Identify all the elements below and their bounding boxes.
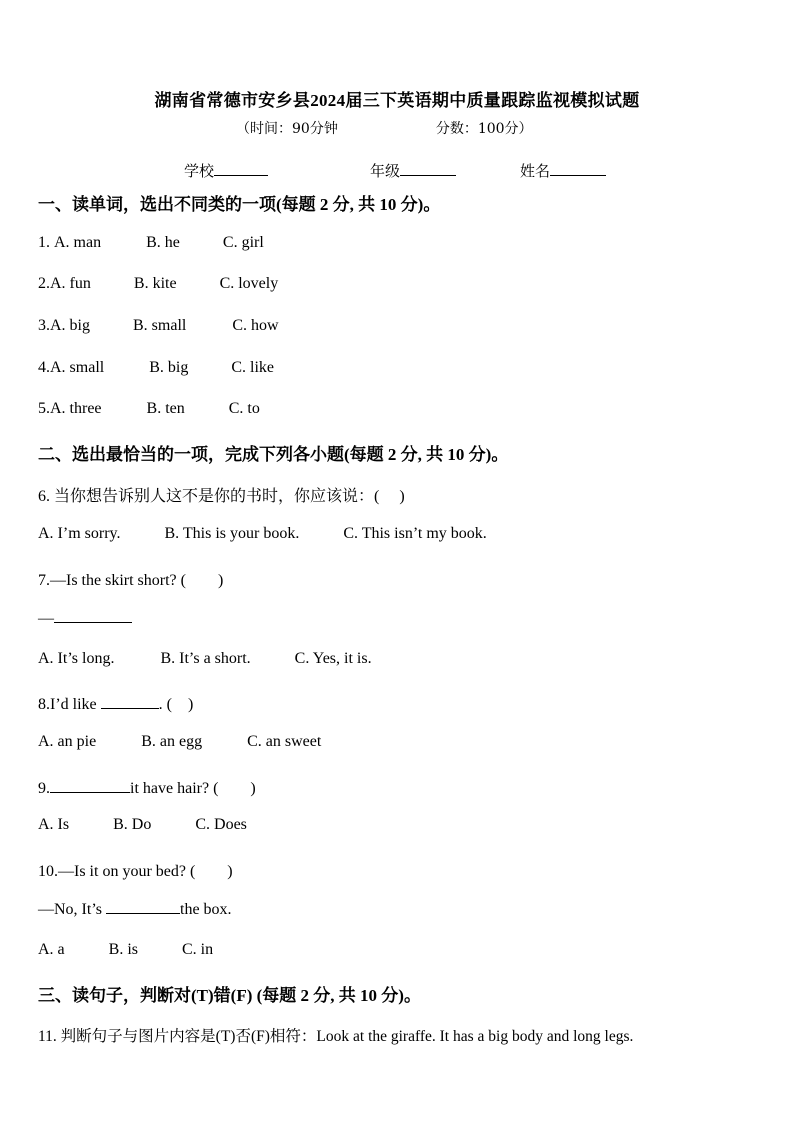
question-number: 4. — [38, 359, 50, 376]
option-a[interactable]: A. Is — [38, 816, 70, 833]
grade-blank[interactable] — [400, 161, 456, 176]
option-b[interactable]: B. is — [108, 941, 138, 958]
question-number: 5. — [38, 400, 50, 417]
option-a[interactable]: A. an pie — [38, 733, 97, 750]
answer-blank[interactable] — [50, 778, 130, 793]
name-label: 姓名 — [520, 164, 551, 180]
option-b[interactable]: B. big — [149, 359, 189, 376]
option-c[interactable]: C. an sweet — [247, 733, 322, 750]
score-label: 分数：100分） — [435, 121, 533, 137]
stem-end: . ( ) — [158, 696, 194, 713]
option-c[interactable]: C. girl — [222, 234, 264, 251]
school-label: 学校 — [184, 164, 215, 180]
question-number: 1. — [38, 234, 54, 251]
dash: — — [38, 610, 54, 627]
question-number: 3. — [38, 317, 50, 334]
question-9-options — [38, 816, 247, 834]
option-a[interactable]: A. small — [50, 359, 105, 376]
question-8-stem — [38, 691, 193, 714]
option-b[interactable]: B. Do — [113, 816, 152, 833]
option-c[interactable]: C. like — [231, 359, 275, 376]
option-a[interactable]: A. a — [38, 941, 65, 958]
option-b[interactable]: B. kite — [133, 275, 177, 292]
question-6-options — [38, 525, 487, 543]
reply-end: the box. — [180, 901, 232, 918]
option-c[interactable]: C. lovely — [219, 275, 279, 292]
option-a[interactable]: A. It’s long. — [38, 650, 115, 667]
question-9-stem — [38, 775, 256, 798]
question-2 — [38, 275, 278, 293]
question-7-reply — [38, 608, 132, 628]
grade-field — [370, 160, 456, 181]
page-title: 湖南省常德市安乡县2024届三下英语期中质量跟踪监视模拟试题 — [154, 91, 640, 110]
exam-meta — [236, 118, 533, 138]
school-blank[interactable] — [214, 161, 268, 176]
option-c[interactable]: C. in — [182, 941, 214, 958]
question-3 — [38, 317, 279, 335]
question-number: 9. — [38, 780, 50, 797]
option-b[interactable]: B. small — [133, 317, 187, 334]
question-4 — [38, 359, 274, 377]
answer-blank[interactable] — [54, 608, 132, 623]
answer-blank[interactable] — [101, 694, 159, 709]
question-number: 2. — [38, 275, 50, 292]
question-10-options — [38, 941, 213, 959]
option-c[interactable]: C. how — [232, 317, 279, 334]
time-label: （时间：90分钟 — [236, 121, 338, 137]
school-field — [184, 160, 268, 181]
name-field — [520, 160, 606, 181]
question-8-options — [38, 733, 321, 751]
name-blank[interactable] — [550, 161, 606, 176]
option-c[interactable]: C. Yes, it is. — [294, 650, 372, 667]
option-b[interactable]: B. an egg — [141, 733, 203, 750]
question-7-options — [38, 650, 372, 668]
grade-label: 年级 — [370, 164, 401, 180]
option-a[interactable]: A. I’m sorry. — [38, 525, 121, 542]
option-b[interactable]: B. This is your book. — [164, 525, 300, 542]
option-b[interactable]: B. he — [146, 234, 180, 251]
question-7-stem: 7.—Is the skirt short? ( ) — [38, 572, 224, 589]
question-6-stem: 6. 当你想告诉别人这不是你的书时，你应该说：( ) — [38, 488, 405, 505]
section-2-heading: 二、选出最恰当的一项，完成下列各小题(每题 2 分, 共 10 分)。 — [38, 445, 509, 464]
question-11-stem: 11. 判断句子与图片内容是(T)否(F)相符：Look at the giraffe. It has a big body and long legs. — [38, 1028, 634, 1045]
stem-end: it have hair? ( ) — [130, 780, 256, 797]
option-c[interactable]: C. to — [228, 400, 260, 417]
section-1-heading: 一、读单词，选出不同类的一项(每题 2 分, 共 10 分)。 — [38, 195, 441, 214]
option-a[interactable]: A. three — [50, 400, 102, 417]
section-3-heading: 三、读句子，判断对(T)错(F) (每题 2 分, 共 10 分)。 — [38, 986, 421, 1005]
option-b[interactable]: B. It’s a short. — [160, 650, 251, 667]
option-a[interactable]: A. fun — [50, 275, 91, 292]
reply-start: —No, It’s — [38, 901, 102, 918]
stem-start: 8.I’d like — [38, 696, 97, 713]
option-b[interactable]: B. ten — [146, 400, 185, 417]
option-c[interactable]: C. Does — [195, 816, 247, 833]
option-a[interactable]: A. man — [54, 234, 102, 251]
question-1 — [38, 234, 264, 252]
question-10-stem: 10.—Is it on your bed? ( ) — [38, 863, 233, 880]
question-5 — [38, 400, 260, 418]
answer-blank[interactable] — [106, 899, 180, 914]
option-a[interactable]: A. big — [50, 317, 90, 334]
option-c[interactable]: C. This isn’t my book. — [343, 525, 487, 542]
question-10-reply — [38, 899, 232, 919]
